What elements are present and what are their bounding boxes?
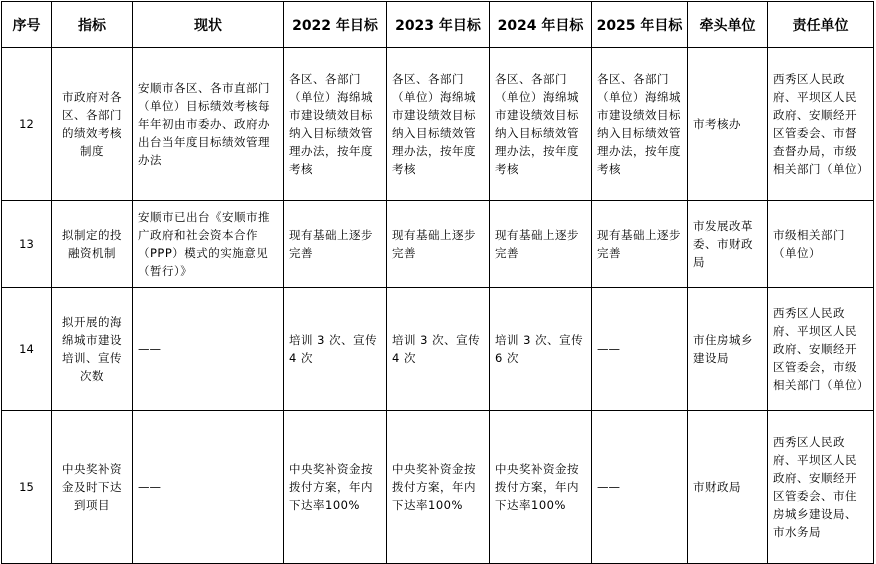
row-indicator: 中央奖补资金及时下达到项目 (52, 411, 133, 564)
row-seq: 14 (2, 288, 52, 411)
row-status: —— (133, 288, 284, 411)
row-2023-target: 各区、各部门（单位）海绵城市建设绩效目标纳入目标绩效管理办法，按年度考核 (387, 48, 490, 201)
row-2023-target: 培训 3 次、宣传 4 次 (387, 288, 490, 411)
row-2025-target: 现有基础上逐步完善 (592, 201, 688, 288)
table-row (2, 201, 874, 288)
row-2024-target: 中央奖补资金按拨付方案，年内下达率100% (490, 411, 592, 564)
header-lead-unit: 牵头单位 (688, 2, 768, 48)
table-row (2, 411, 874, 564)
row-2024-target: 现有基础上逐步完善 (490, 201, 592, 288)
header-2025-target: 2025 年目标 (592, 2, 688, 48)
targets-table (1, 1, 874, 564)
row-2023-target: 现有基础上逐步完善 (387, 201, 490, 288)
header-responsible-unit: 责任单位 (768, 2, 874, 48)
row-seq: 12 (2, 48, 52, 201)
row-2024-target: 各区、各部门（单位）海绵城市建设绩效目标纳入目标绩效管理办法，按年度考核 (490, 48, 592, 201)
row-indicator: 市政府对各区、各部门的绩效考核制度 (52, 48, 133, 201)
row-2023-target: 中央奖补资金按拨付方案，年内下达率100% (387, 411, 490, 564)
row-indicator: 拟制定的投融资机制 (52, 201, 133, 288)
row-responsible-unit: 西秀区人民政府、平坝区人民政府、安顺经开区管委会，市级相关部门（单位） (768, 288, 874, 411)
row-status: 安顺市已出台《安顺市推广政府和社会资本合作（PPP）模式的实施意见（暂行）》 (133, 201, 284, 288)
row-2022-target: 培训 3 次、宣传 4 次 (284, 288, 387, 411)
row-seq: 15 (2, 411, 52, 564)
row-lead-unit: 市住房城乡建设局 (688, 288, 768, 411)
row-2022-target: 现有基础上逐步完善 (284, 201, 387, 288)
row-2025-target: 各区、各部门（单位）海绵城市建设绩效目标纳入目标绩效管理办法，按年度考核 (592, 48, 688, 201)
row-seq: 13 (2, 201, 52, 288)
header-2023-target: 2023 年目标 (387, 2, 490, 48)
row-2022-target: 各区、各部门（单位）海绵城市建设绩效目标纳入目标绩效管理办法，按年度考核 (284, 48, 387, 201)
row-lead-unit: 市发展改革委、市财政局 (688, 201, 768, 288)
row-2024-target: 培训 3 次、宣传 6 次 (490, 288, 592, 411)
row-lead-unit: 市考核办 (688, 48, 768, 201)
header-row (2, 2, 874, 48)
row-responsible-unit: 西秀区人民政府、平坝区人民政府、安顺经开区管委会、市住房城乡建设局、市水务局 (768, 411, 874, 564)
row-2022-target: 中央奖补资金按拨付方案，年内下达率100% (284, 411, 387, 564)
row-indicator: 拟开展的海绵城市建设培训、宣传次数 (52, 288, 133, 411)
row-status: —— (133, 411, 284, 564)
row-responsible-unit: 西秀区人民政府、平坝区人民政府、安顺经开区管委会、市督查督办局，市级相关部门（单位） (768, 48, 874, 201)
row-status: 安顺市各区、各市直部门（单位）目标绩效考核每年年初由市委办、政府办出台当年度目标绩效管理办法 (133, 48, 284, 201)
header-indicator: 指标 (52, 2, 133, 48)
row-lead-unit: 市财政局 (688, 411, 768, 564)
header-seq: 序号 (2, 2, 52, 48)
row-responsible-unit: 市级相关部门（单位） (768, 201, 874, 288)
table-row (2, 48, 874, 201)
header-status: 现状 (133, 2, 284, 48)
header-2024-target: 2024 年目标 (490, 2, 592, 48)
row-2025-target: —— (592, 288, 688, 411)
header-2022-target: 2022 年目标 (284, 2, 387, 48)
table-row (2, 288, 874, 411)
row-2025-target: —— (592, 411, 688, 564)
